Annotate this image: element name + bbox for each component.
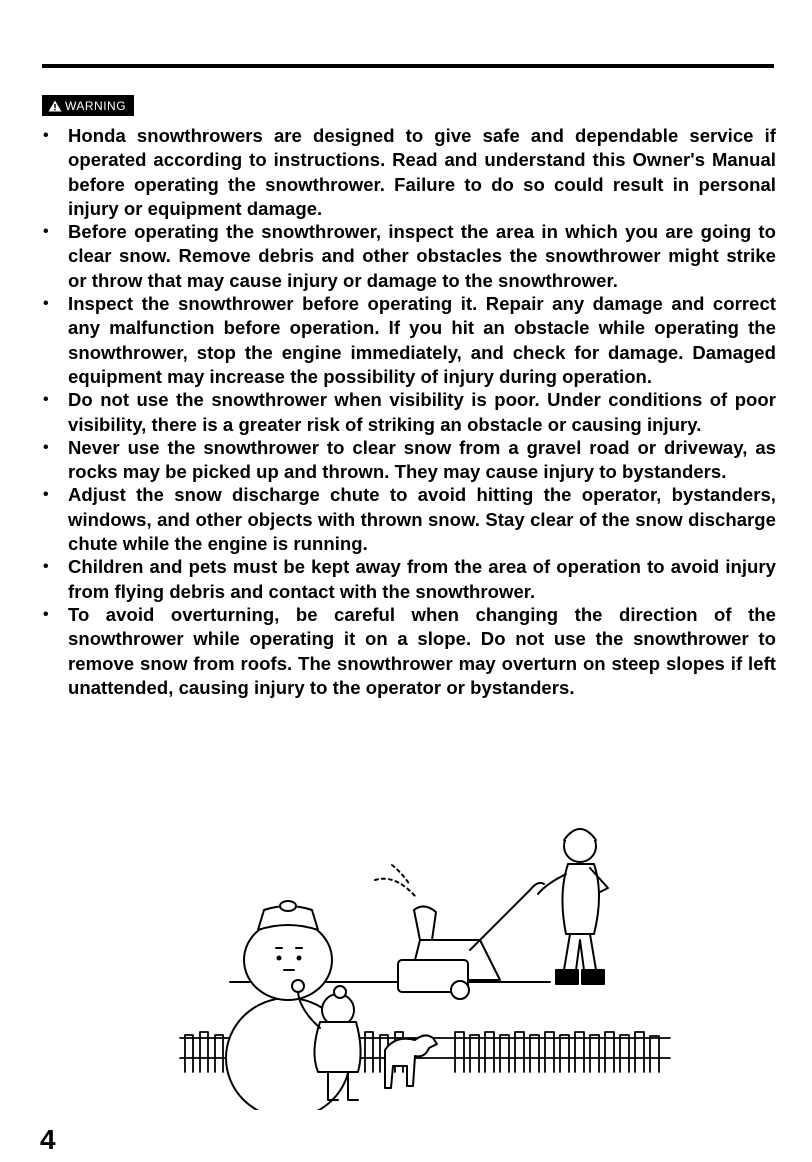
operator-illustration — [538, 829, 608, 984]
page-number: 4 — [40, 1124, 56, 1155]
list-item: • Children and pets must be kept away from the area of operation to avoid injury from flying debris and contact with the snowthrower. — [43, 556, 776, 602]
list-item: • Adjust the snow discharge chute to avoid hitting the operator, bystanders, windows, and other objects with thrown snow. Stay clear of the snow discharge chute while the engine is running. — [43, 484, 776, 555]
list-item-text: Honda snowthrowers are designed to give safe and dependable service if operated according to instructions. Read and understand this Owner's Manual before operating the snowthrower. Failure to do so could result in personal injury or equipment damage. — [68, 125, 776, 219]
list-item: • Never use the snowthrower to clear snow from a gravel road or driveway, as rocks may be picked up and thrown. They may cause injury to bystanders. — [43, 436, 776, 483]
list-item: • To avoid overturning, be careful when changing the direction of the snowthrower while operating it on a slope. Do not use the snowthrower to remove snow from roofs. The snowthrower may overturn on steep slopes if left unattended, causing injury to the operator or bystanders. — [43, 603, 776, 698]
dog-illustration — [385, 1035, 437, 1088]
list-item-text: Never use the snowthrower to clear snow from a gravel road or driveway, as rocks may be picked up and thrown. They may cause injury to bystanders. — [68, 436, 776, 483]
list-item-text: Before operating the snowthrower, inspect the area in which you are going to clear snow. Remove debris and other obstacles the snowthrower might strike or throw that may cause injury or damage to the snowthrower. — [68, 221, 776, 291]
warning-triangle-icon — [48, 100, 62, 112]
list-item-text: Adjust the snow discharge chute to avoid hitting the operator, bystanders, windows, and other objects with thrown snow. Stay clear of the snow discharge chute while the engine is running. — [68, 484, 776, 555]
list-item: • Before operating the snowthrower, inspect the area in which you are going to clear snow. Remove debris and other obstacles the snowthrower might strike or throw that may cause injury or damage to the snowthrower. — [43, 221, 776, 291]
snowthrower-safety-illustration — [170, 810, 690, 1110]
list-item: • Inspect the snowthrower before operating it. Repair any damage and correct any malfunction before operation. If you hit an obstacle while operating the snowthrower, stop the engine immediately, and check for damage. Damaged equipment may increase the possibility of injury during operation. — [43, 293, 776, 387]
list-item-text: To avoid overturning, be careful when changing the direction of the snowthrower while operating it on a slope. Do not use the snowthrower to remove snow from roofs. The snowthrower may overturn on steep slopes if left unattended, causing injury to the operator or bystanders. — [68, 603, 776, 698]
warning-list — [42, 124, 776, 699]
header-rule — [42, 64, 774, 68]
list-item-text: Inspect the snowthrower before operating it. Repair any damage and correct any malfunction before operation. If you hit an obstacle while operating the snowthrower, stop the engine immediately, and check for damage. Damaged equipment may increase the possibility of injury during operation. — [68, 293, 776, 387]
list-item-text: Do not use the snowthrower when visibility is poor. Under conditions of poor visibility, there is a greater risk of striking an obstacle or causing injury. — [68, 389, 776, 435]
list-item-text: Children and pets must be kept away from the area of operation to avoid injury from flying debris and contact with the snowthrower. — [68, 556, 776, 602]
warning-label: WARNING — [65, 99, 127, 113]
warning-badge — [42, 95, 134, 116]
list-item: • Honda snowthrowers are designed to give safe and dependable service if operated according to instructions. Read and understand this Owner's Manual before operating the snowthrower. Failure to do so could result in personal injury or equipment damage. — [43, 125, 776, 219]
snowthrower-illustration — [375, 865, 544, 999]
list-item: • Do not use the snowthrower when visibility is poor. Under conditions of poor visibility, there is a greater risk of striking an obstacle or causing injury. — [43, 389, 776, 435]
